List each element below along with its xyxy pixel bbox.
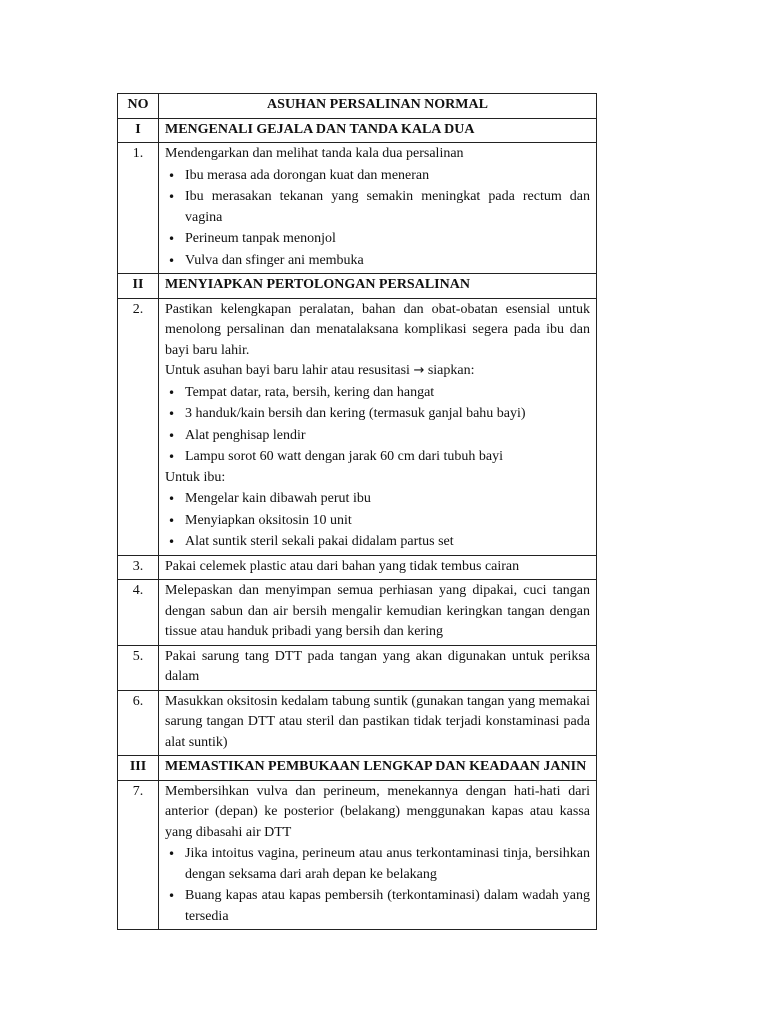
step-content (159, 780, 597, 930)
step-text: Melepaskan dan menyimpan semua perhiasan yang dipakai, cuci tangan dengan sabun dan air bersih mengalir kemudian keringkan tangan dengan tissue atau handuk pribadi yang bersih dan kering (159, 580, 597, 646)
bullet-list (165, 383, 590, 468)
step-number: 6. (118, 690, 159, 756)
step-content (159, 298, 597, 555)
step-number: 4. (118, 580, 159, 646)
list-item: • Alat suntik steril sekali pakai didalam partus set (165, 532, 590, 553)
list-item: • Tempat datar, rata, bersih, kering dan hangat (165, 383, 590, 404)
subheading-text: siapkan: (427, 363, 475, 378)
section-title: MENGENALI GEJALA DAN TANDA KALA DUA (159, 118, 597, 143)
list-item: • Ibu merasa ada dorongan kuat dan meneran (165, 166, 590, 187)
list-item: • Jika intoitus vagina, perineum atau anus terkontaminasi tinja, bersihkan dengan seksama dari arah depan ke belakang (165, 844, 590, 885)
table-row (118, 645, 597, 690)
section-row (118, 274, 597, 299)
list-item: • Lampu sorot 60 watt dengan jarak 60 cm dari tubuh bayi (165, 447, 590, 468)
section-number: II (118, 274, 159, 299)
bullet-list (165, 166, 590, 272)
step-number: 7. (118, 780, 159, 930)
table-row (118, 555, 597, 580)
list-item: • Perineum tanpak menonjol (165, 229, 590, 250)
section-row (118, 118, 597, 143)
arrow-right-icon: → (413, 363, 425, 378)
section-number: III (118, 756, 159, 781)
section-number: I (118, 118, 159, 143)
list-item: • Vulva dan sfinger ani membuka (165, 251, 590, 272)
step-text: Pastikan kelengkapan peralatan, bahan dan obat-obatan esensial untuk menolong persalinan dan menatalaksana komplikasi segera pada ibu dan bayi baru lahir. (165, 301, 590, 358)
section-title: MEMASTIKAN PEMBUKAAN LENGKAP DAN KEADAAN JANIN (159, 756, 597, 781)
header-title: ASUHAN PERSALINAN NORMAL (159, 94, 597, 119)
section-title: MENYIAPKAN PERTOLONGAN PERSALINAN (159, 274, 597, 299)
table-row (118, 298, 597, 555)
table-header-row (118, 94, 597, 119)
header-no: NO (118, 94, 159, 119)
list-item: • Ibu merasakan tekanan yang semakin meningkat pada rectum dan vagina (165, 187, 590, 228)
bullet-list (165, 844, 590, 927)
step-number: 5. (118, 645, 159, 690)
list-item: • Mengelar kain dibawah perut ibu (165, 489, 590, 510)
procedure-table (117, 93, 597, 930)
step-subheading (165, 361, 590, 382)
table-row (118, 143, 597, 274)
step-text: Pakai celemek plastic atau dari bahan yang tidak tembus cairan (159, 555, 597, 580)
section-row (118, 756, 597, 781)
step-text: Pakai sarung tang DTT pada tangan yang akan digunakan untuk periksa dalam (159, 645, 597, 690)
list-item: • Buang kapas atau kapas pembersih (terkontaminasi) dalam wadah yang tersedia (165, 886, 590, 927)
step-content (159, 143, 597, 274)
step-text: Membersihkan vulva dan perineum, menekannya dengan hati-hati dari anterior (depan) ke posterior (belakang) menggunakan kapas atau kassa yang dibasahi air DTT (165, 783, 590, 840)
list-item: • Menyiapkan oksitosin 10 unit (165, 511, 590, 532)
table-row (118, 580, 597, 646)
step-number: 2. (118, 298, 159, 555)
step-subheading: Untuk ibu: (165, 469, 226, 485)
step-text: Masukkan oksitosin kedalam tabung suntik (gunakan tangan yang memakai sarung tangan DTT atau steril dan pastikan tidak terjadi konstaminasi pada alat suntik) (159, 690, 597, 756)
subheading-text: Untuk asuhan bayi baru lahir atau resusitasi (165, 363, 410, 378)
table-row (118, 780, 597, 930)
bullet-list (165, 489, 590, 553)
step-number: 1. (118, 143, 159, 274)
step-number: 3. (118, 555, 159, 580)
list-item: • 3 handuk/kain bersih dan kering (termasuk ganjal bahu bayi) (165, 404, 590, 425)
step-text: Mendengarkan dan melihat tanda kala dua persalinan (165, 146, 464, 161)
list-item: • Alat penghisap lendir (165, 426, 590, 447)
table-row (118, 690, 597, 756)
